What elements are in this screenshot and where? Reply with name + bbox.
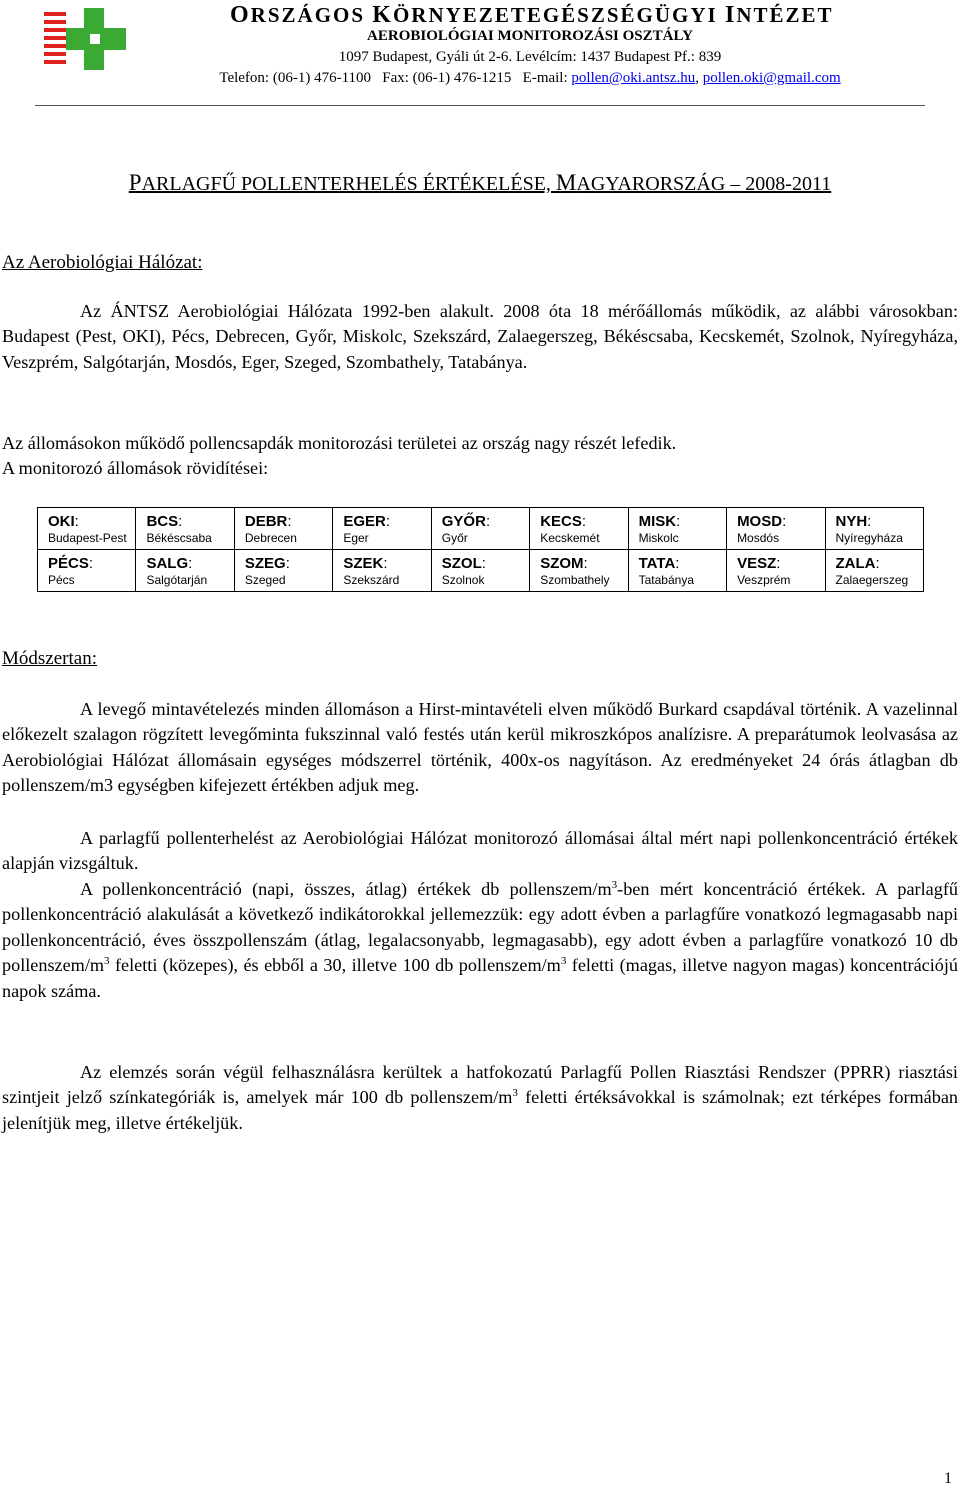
station-cell: VESZ: Veszprém xyxy=(727,550,825,592)
coverage-text: Az állomásokon működő pollencsapdák monitorozási területei az ország nagy részét lefedik. xyxy=(2,433,677,453)
station-cell: EGER: Eger xyxy=(333,508,431,550)
contact-line: Telefon: (06-1) 476-1100 Fax: (06-1) 476-1215 E-mail: pollen@oki.antsz.hu, pollen.oki@gmail.com xyxy=(219,70,841,86)
institute-logo xyxy=(44,8,128,70)
page-number: 1 xyxy=(944,1470,952,1487)
network-heading: Az Aerobiológiai Hálózat: xyxy=(2,252,203,273)
email-link-1[interactable]: pollen@oki.antsz.hu xyxy=(571,70,696,86)
station-cell: DEBR: Debrecen xyxy=(234,508,332,550)
method-paragraph-1: A levegő mintavételezés minden állomáson a Hirst-mintavételi elven működő Burkard csapdával történik. A vazelinnal előkezelt szalagon rögzített levegőminta fukszinnal való festés után kerül mikroszkópos analízisre. A preparátumok leolvasása az Aerobiológiai Hálózat állomásain egységes módszerrel történik, 400x-os nagyításon. Az eredményeket 24 órás átlagban db pollenszem/m3 egységben kifejezett értékben adjuk meg. xyxy=(2,699,958,796)
station-cell: MISK: Miskolc xyxy=(628,508,726,550)
station-cell: SZEG: Szeged xyxy=(234,550,332,592)
org-title: ORSZÁGOS KÖRNYEZETEGÉSZSÉGÜGYI INTÉZET xyxy=(230,2,834,28)
table-row xyxy=(38,550,924,592)
abbreviation-intro: A monitorozó állomások rövidítései: xyxy=(2,458,269,478)
document-title: PARLAGFŰ POLLENTERHELÉS ÉRTÉKELÉSE, MAGYARORSZÁG – 2008-2011 xyxy=(128,170,832,195)
station-cell: SZEK: Szekszárd xyxy=(333,550,431,592)
station-cell: GYŐR: Győr xyxy=(431,508,529,550)
method-paragraph-3: A pollenkoncentráció (napi, összes, átlag) értékek db pollenszem/$m^3$-ben mért koncentráció értékek. A parlagfű pollenkoncentráció alakulását a következő indikátorokkal jellemezzük: egy adott évben a parlagfűre vonatkozó legmagasabb napi pollenkoncentráció, éves összpollenszám (átlag, legalacsonyabb, legmagasabb), egy adott évben a parlagfűre vonatkozó 10 db pollenszem/$m^3$ feletti (közepes), és ebből a 30, illetve 100 db pollenszem/$m^3$ feletti (magas, illetve nagyon magas) koncentrációjú napok száma. xyxy=(2,879,959,1001)
table-row xyxy=(38,508,924,550)
station-cell: SZOM: Szombathely xyxy=(530,550,628,592)
station-cell: MOSD: Mosdós xyxy=(727,508,825,550)
method-paragraph-4: Az elemzés során végül felhasználásra kerültek a hatfokozatú Parlagfű Pollen Riasztási Rendszer (PPRR) riasztási szintjeit jelző színkategóriák is, amelyek már 100 db pollenszem/$m^3$ feletti értéksávokkal is számolnak; ezt térképes formában jelenítjük meg, illetve értékeljük. xyxy=(2,1062,958,1133)
station-abbreviation-table xyxy=(37,507,924,592)
method-heading: Módszertan: xyxy=(2,648,97,669)
postal-address: 1097 Budapest, Gyáli út 2-6. Levélcím: 1437 Budapest Pf.: 839 xyxy=(338,49,722,65)
logo-red-bars xyxy=(44,12,66,64)
department-name: AEROBIOLÓGIAI MONITOROZÁSI OSZTÁLY xyxy=(367,28,693,44)
station-cell: SZOL: Szolnok xyxy=(431,550,529,592)
station-cell: OKI: Budapest-Pest xyxy=(38,508,136,550)
header-divider xyxy=(35,105,925,106)
station-cell: KECS: Kecskemét xyxy=(530,508,628,550)
station-cell: BCS: Békéscsaba xyxy=(136,508,234,550)
station-cell: PÉCS: Pécs xyxy=(38,550,136,592)
station-cell: NYH: Nyíregyháza xyxy=(825,508,924,550)
email-link-2[interactable]: pollen.oki@gmail.com xyxy=(702,70,841,86)
network-paragraph: Az ÁNTSZ Aerobiológiai Hálózata 1992-ben alakult. 2008 óta 18 mérőállomás működik, az alábbi városokban: Budapest (Pest, OKI), Pécs, Debrecen, Győr, Miskolc, Szekszárd, Zalaegerszeg, Békéscsaba, Kecskemét, Szolnok, Nyíregyháza, Veszprém, Salgótarján, Mosdós, Eger, Szeged, Szombathely, Tatabánya. xyxy=(2,301,958,372)
station-cell: ZALA: Zalaegerszeg xyxy=(825,550,924,592)
method-paragraph-2: A parlagfű pollenterhelést az Aerobiológiai Hálózat monitorozó állomásai által mért napi pollenkoncentráció értékek alapján vizsgáltuk. xyxy=(2,828,958,874)
station-cell: TATA: Tatabánya xyxy=(628,550,726,592)
station-cell: SALG: Salgótarján xyxy=(136,550,234,592)
